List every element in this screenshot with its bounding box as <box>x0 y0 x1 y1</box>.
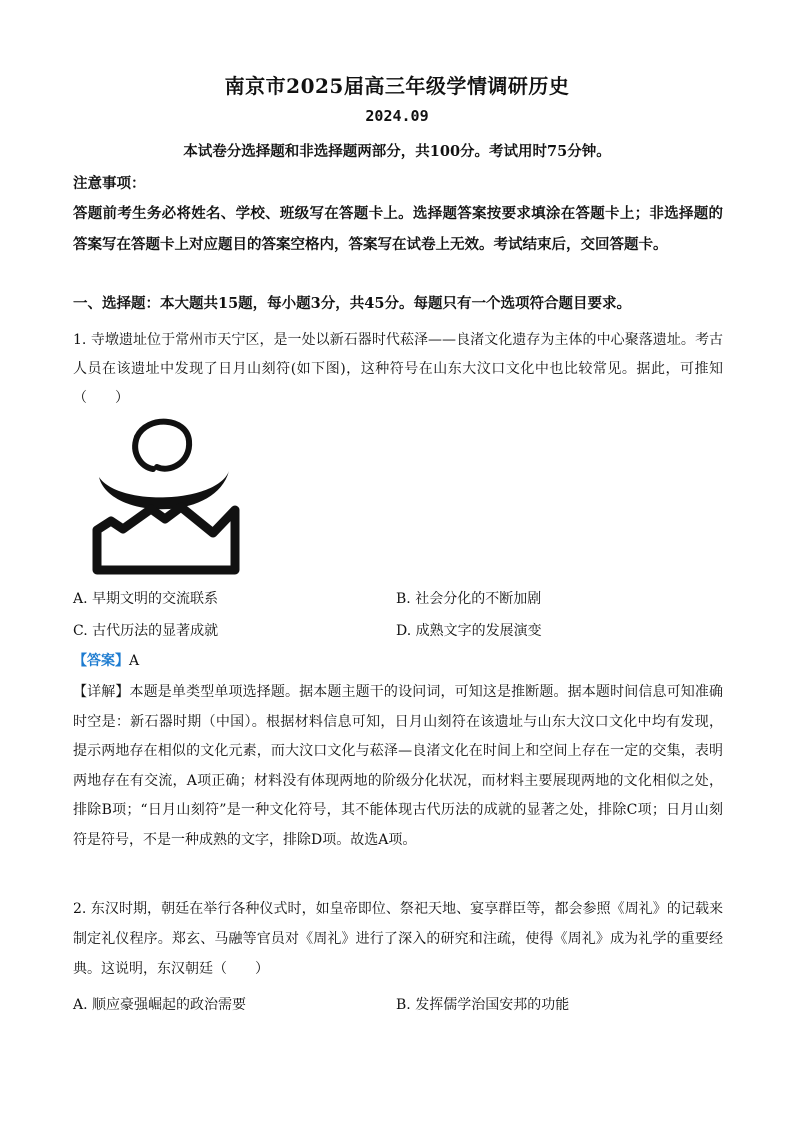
section-heading: 一、选择题：本大题共15题，每小题3分，共45分。每题只有一个选项符合题目要求。 <box>73 295 631 312</box>
question-1-option-a: A. 早期文明的交流联系 <box>73 591 219 607</box>
question-1-stem: 1. 寺墩遗址位于常州市天宁区，是一处以新石器时代菘泽——良渚文化遗存为主体的中心聚落遗址。考古人员在该遗址中发现了日月山刻符(如下图)，这种符号在山东大汶口文化中也比较常见。据此，可推知（ ） <box>73 332 723 406</box>
sun-moon-mountain-glyph-icon <box>85 415 250 580</box>
answer-value: A <box>129 653 140 669</box>
exam-date: 2024.09 <box>365 107 429 125</box>
question-1-option-c: C. 古代历法的显著成就 <box>73 623 219 639</box>
notice-body: 答题前考生务必将姓名、学校、班级写在答题卡上。选择题答案按要求填涂在答题卡上；非选择题的答案写在答题卡上对应题目的答案空格内，答案写在试卷上无效。考试结束后，交回答题卡。 <box>73 205 723 253</box>
question-1-answer <box>73 650 139 670</box>
page-title: 南京市2025届高三年级学情调研历史 <box>224 74 570 98</box>
question-2-stem: 2. 东汉时期，朝廷在举行各种仪式时，如皇帝即位、祭祀天地、宴享群臣等，都会参照《周礼》的记载来制定礼仪程序。郑玄、马融等官员对《周礼》进行了深入的研究和注疏，使得《周礼》成为礼学的重要经典。这说明，东汉朝廷（ ） <box>73 901 723 977</box>
question-1-option-b: B. 社会分化的不断加剧 <box>396 591 542 607</box>
question-2-option-b: B. 发挥儒学治国安邦的功能 <box>396 997 570 1013</box>
answer-tag: 【答案】 <box>73 653 129 669</box>
question-2-option-a: A. 顺应豪强崛起的政治需要 <box>73 997 247 1013</box>
question-1-option-d: D. 成熟文字的发展演变 <box>396 623 542 639</box>
notice-heading: 注意事项： <box>73 175 146 192</box>
question-1-explanation: 【详解】本题是单类型单项选择题。据本题主题干的设问词，可知这是推断题。据本题时间信息可知准确时空是：新石器时期（中国）。根据材料信息可知，日月山刻符在该遗址与山东大汶口文化中均有发现，提示两地存在相似的文化元素，而大汶口文化与菘泽—良渚文化在时间上和空间上存在一定的交集，表明两地存在有交流，A项正确；材料没有体现两地的阶级分化状况，而材料主要展现两地的文化相似之处，排除B项；“日月山刻符”是一种文化符号，其不能体现古代历法的成就的显著之处，排除C项；日月山刻符是符号，不是一种成熟的文字，排除D项。故选A项。 <box>73 684 723 848</box>
exam-intro: 本试卷分选择题和非选择题两部分，共100分。考试用时75分钟。 <box>183 143 611 160</box>
